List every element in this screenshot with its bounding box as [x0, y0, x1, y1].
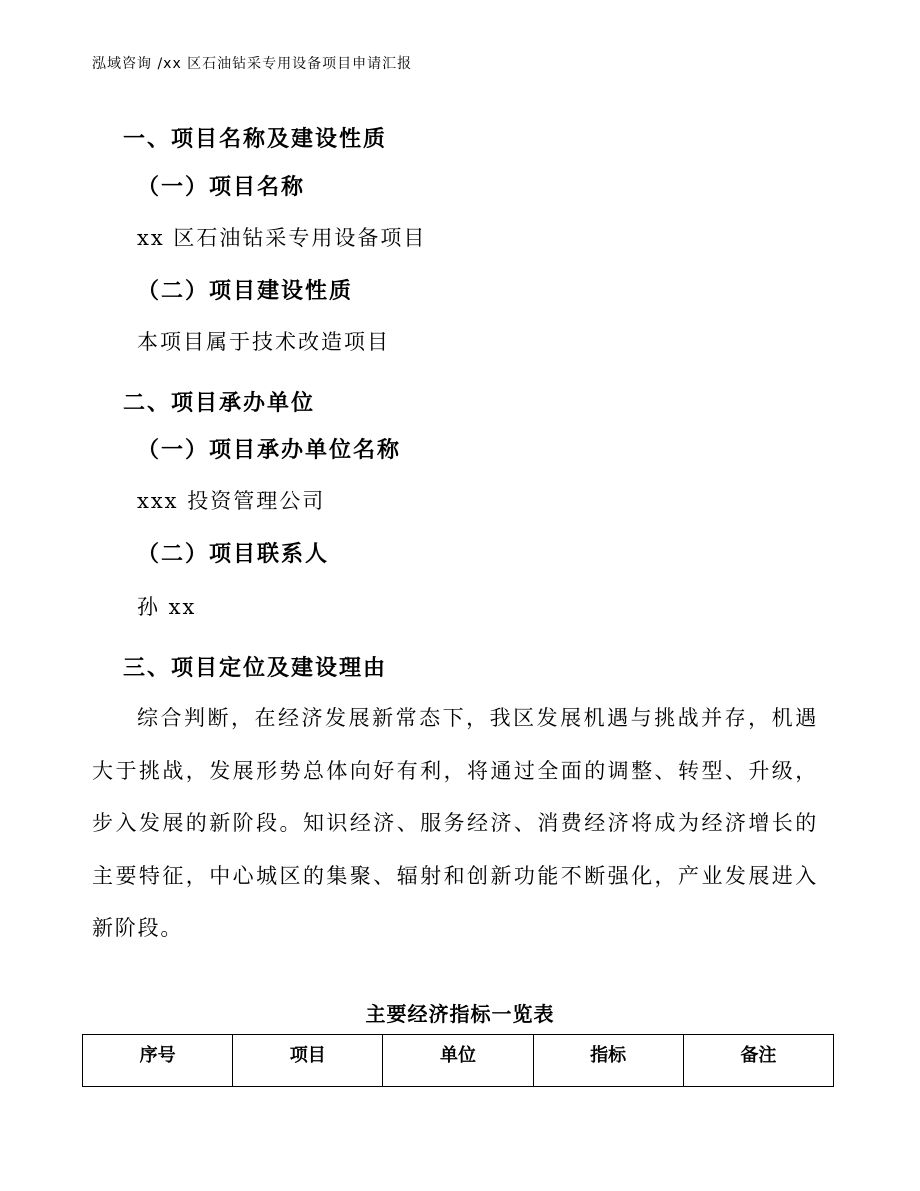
table-header-cell: 序号	[83, 1035, 233, 1087]
project-name-text: xx 区石油钻采专用设备项目	[137, 226, 427, 250]
organizer-name-text: xxx 投资管理公司	[137, 489, 326, 513]
section-2-2-heading: （二）项目联系人	[137, 542, 330, 567]
project-nature-text: 本项目属于技术改造项目	[137, 330, 390, 354]
table-title: 主要经济指标一览表	[365, 1002, 555, 1026]
section-1-1-heading: （一）项目名称	[137, 175, 306, 200]
section-1-heading: 一、项目名称及建设性质	[123, 127, 388, 152]
economic-indicators-table	[82, 1034, 834, 1087]
table-header-row	[83, 1035, 834, 1087]
section-3-paragraph: 综合判断，在经济发展新常态下，我区发展机遇与挑战并存，机遇大于挑战，发展形势总体向好有利，将通过全面的调整、转型、升级，步入发展的新阶段。知识经济、服务经济、消费经济将成为经济增长的主要特征，中心城区的集聚、辐射和创新功能不断强化，产业发展进入新阶段。	[92, 706, 818, 940]
section-2-heading: 二、项目承办单位	[123, 391, 316, 416]
page-header: 泓域咨询 /xx 区石油钻采专用设备项目申请汇报	[92, 56, 413, 72]
table-header-cell: 单位	[383, 1035, 533, 1087]
section-2-1-heading: （一）项目承办单位名称	[137, 438, 402, 463]
contact-person-text: 孙 xx	[137, 595, 197, 619]
table-header-cell: 项目	[233, 1035, 383, 1087]
section-1-2-heading: （二）项目建设性质	[137, 279, 354, 304]
table-header-cell: 备注	[683, 1035, 833, 1087]
section-3-heading: 三、项目定位及建设理由	[123, 656, 388, 681]
table-header-cell: 指标	[533, 1035, 683, 1087]
